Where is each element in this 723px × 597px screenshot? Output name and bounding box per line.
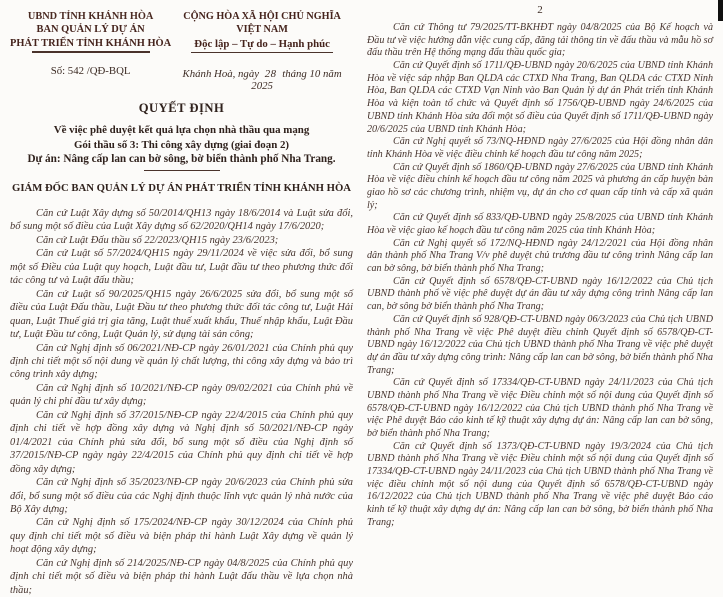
title-underline <box>144 170 220 171</box>
issuing-agency-block <box>10 10 171 92</box>
legal-basis-paragraph: Căn cứ Nghị định số 214/2025/NĐ-CP ngày 04/8/2025 của Chính phủ quy định chi tiết một số điều và biện pháp thi hành Luật đấu thầu về lựa chọn nhà thầu; <box>10 557 353 596</box>
handwritten-day: 28 <box>264 68 277 81</box>
document-number: Số: 542 /QĐ-BQL <box>50 64 131 77</box>
document-page-2 <box>367 0 713 530</box>
page1-legal-basis-column <box>10 207 353 597</box>
legal-basis-paragraph: Căn cứ Quyết định số 928/QĐ-CT-UBND ngày 06/3/2023 của Chủ tịch UBND thành phố Nha Trang về việc Phê duyệt điều chỉnh Quyết định số 6578/QĐ-CT-UBND ngày 16/12/2022 của Chủ tịch UBND thành phố Nha Trang về việc phê duyệt dự án đầu tư xây dựng công trình: Nâng cấp lan can bờ sông, bờ biển thành phố Nha Trang; <box>367 313 713 376</box>
legal-basis-paragraph: Căn cứ Nghị định số 175/2024/NĐ-CP ngày 30/12/2024 của Chính phủ quy định chi tiết một số điều và biện pháp thi hành Luật Xây dựng về quản lý hoạt động xây dựng; <box>10 517 353 556</box>
decision-subtitle-3: Dự án: Nâng cấp lan can bờ sông, bờ biển thành phố Nha Trang. <box>27 153 336 166</box>
issuer-name-line2: PHÁT TRIỂN TỈNH KHÁNH HÒA <box>10 37 172 49</box>
legal-basis-paragraph: Căn cứ Quyết định số 1860/QĐ-UBND ngày 27/6/2025 của UBND tỉnh Khánh Hòa về việc điều chỉnh kế hoạch đầu tư công năm 2025 và phương án cấp huyện bàn giao hồ sơ các chương trình, nhiệm vụ, dự án cho cơ quan cấp tỉnh và cấp xã quản lý; <box>367 161 713 211</box>
legal-basis-paragraph: Căn cứ Nghị định số 10/2021/NĐ-CP ngày 09/02/2021 của Chính phủ về quản lý chi phí đầu tư xây dựng; <box>10 382 353 408</box>
page2-legal-basis-column <box>367 22 713 530</box>
page-number: 2 <box>537 4 543 16</box>
legal-basis-paragraph: Căn cứ Thông tư 79/2025/TT-BKHĐT ngày 04/8/2025 của Bộ Kế hoạch và Đầu tư về việc hướng dẫn việc cung cấp, đăng tải thông tin về đấu thầu và mẫu hồ sơ đấu thầu trên Hệ thống mạng đấu thầu quốc gia; <box>367 22 713 59</box>
legal-basis-paragraph: Căn cứ Nghị định số 35/2023/NĐ-CP ngày 20/6/2023 của Chính phủ sửa đổi, bổ sung một số điều của các Nghị định thuộc lĩnh vực quản lý nhà nước của Bộ Xây dựng; <box>10 477 353 515</box>
legal-basis-paragraph: Căn cứ Nghị định số 06/2021/NĐ-CP ngày 26/01/2021 của Chính phủ quy định chi tiết một số nội dung về quản lý chất lượng, thi công xây dựng và bảo trì công trình xây dựng; <box>10 342 353 381</box>
national-title: CỘNG HÒA XÃ HỘI CHỦ NGHĨA VIỆT NAM <box>183 11 341 36</box>
place-and-date-line <box>171 68 353 92</box>
legal-basis-paragraph: Căn cứ Quyết định số 6578/QĐ-CT-UBND ngày 16/12/2022 của Chủ tịch UBND thành phố về việc phê duyệt dự án đầu tư xây dựng công trình Nâng cấp lan can, bờ sông bờ biển thành phố Nha Trang; <box>367 275 713 313</box>
issuer-name-line1: BAN QUẢN LÝ DỰ ÁN <box>36 24 145 36</box>
decision-subtitle-2: Gói thầu số 3: Thi công xây dựng (giai đoạn 2) <box>73 138 290 151</box>
issuer-underline <box>32 51 150 52</box>
page1-header <box>10 10 353 92</box>
decision-heading: QUYẾT ĐỊNH <box>138 101 225 116</box>
decision-title-block <box>10 101 353 171</box>
deciding-authority-line: GIÁM ĐỐC BAN QUẢN LÝ DỰ ÁN PHÁT TRIỂN TỈNH KHÁNH HÒA <box>12 182 351 194</box>
legal-basis-paragraph: Căn cứ Luật Đấu thầu số 22/2023/QH15 ngày 23/6/2023; <box>36 234 279 246</box>
legal-basis-paragraph: Căn cứ Luật số 90/2025/QH15 ngày 26/6/2025 sửa đổi, bổ sung một số điều của Luật Đấu thầu, Luật Đầu tư theo phương thức đối tác công tư, Luật Hải quan, Luật Thuế giá trị gia tăng, Luật thuế xuất khẩu, Thuế nhập khẩu, Luật Đầu tư, Luật Đầu tư công, Luật Quản lý, sử dụng tài sản công; <box>10 288 353 341</box>
issuer-parent-name: UBND TỈNH KHÁNH HÒA <box>27 11 154 22</box>
legal-basis-paragraph: Căn cứ Luật số 57/2024/QH15 ngày 29/11/2024 về việc sửa đổi, bổ sung một số Điều của Luật quy hoạch, Luật đầu tư, Luật đầu tư theo phương thức đối tác công tư và Luật đấu thầu; <box>10 248 353 287</box>
scan-artifact-mark <box>718 0 723 21</box>
legal-basis-paragraph: Căn cứ Quyết định số 17334/QĐ-CT-UBND ngày 24/11/2023 của Chủ tịch UBND thành phố Nha Trang về việc Điều chỉnh một số nội dung của Quyết định số 6578/QĐ-CT-UBND ngày 16/12/2022 của Chủ tịch UBND thành phố Nha Trang về việc Phê duyệt Báo cáo kinh tế kỹ thuật xây dựng dự án: Nâng cấp lan can bờ sông, bờ biển thành phố Nha Trang; <box>367 377 713 439</box>
legal-basis-paragraph: Căn cứ Nghị quyết số 73/NQ-HĐND ngày 27/6/2025 của Hội đồng nhân dân tỉnh Khánh Hòa về việc điều chỉnh kế hoạch đầu tư công năm 2025; <box>367 136 713 160</box>
national-motto-block <box>171 10 353 92</box>
legal-basis-paragraph: Căn cứ Luật Xây dựng số 50/2014/QH13 ngày 18/6/2014 và Luật sửa đổi, bổ sung một số điều của Luật Xây dựng số 62/2020/QH14 ngày 17/6/2020; <box>10 208 353 233</box>
date-suffix: tháng 10 năm 2025 <box>251 68 342 93</box>
legal-basis-paragraph: Căn cứ Quyết định số 833/QĐ-UBND ngày 25/8/2025 của UBND tỉnh Khánh Hòa về việc giao kế hoạch đầu tư công năm 2025 của tỉnh Khánh Hòa; <box>367 212 713 236</box>
legal-basis-paragraph: Căn cứ Nghị quyết số 172/NQ-HĐND ngày 24/12/2021 của Hội đồng nhân dân thành phố Nha Trang V/v phê duyệt chủ trương đầu tư công trình Nâng cấp lan can bờ sông, bờ biển thành phố Nha Trang; <box>367 237 713 275</box>
legal-basis-paragraph: Căn cứ Nghị định số 37/2015/NĐ-CP ngày 22/4/2015 của Chính phủ quy định chi tiết về hợp đồng xây dựng và Nghị định số 50/2021/NĐ-CP ngày 01/4/2021 của Chính phủ sửa đổi, bổ sung một số điều của Nghị định số 37/2015/NĐ-CP ngày ngày 22/4/2015 của Chính phủ quy định chi tiết về hợp đồng xây dựng; <box>10 409 353 475</box>
motto-underline <box>191 52 333 53</box>
decision-subtitle-1: Về việc phê duyệt kết quả lựa chọn nhà thầu qua mạng <box>53 124 310 137</box>
document-page-1 <box>10 0 353 597</box>
date-prefix: Khánh Hoà, ngày <box>182 68 260 81</box>
legal-basis-paragraph: Căn cứ Quyết định số 1373/QĐ-CT-UBND ngày 19/3/2024 của Chủ tịch UBND thành phố Nha Trang về việc Điều chỉnh một số nội dung của Quyết định số 17334/QĐ-CT-UBND ngày 24/11/2023 của Chủ tịch UBND thành phố Nha Trang về việc điều chỉnh một số nội dung của Quyết định số 6578/QĐ-CT-UBND ngày 16/12/2022 của Chủ tịch UBND thành phố Nha Trang về việc phê duyệt Báo cáo kinh tế kỹ thuật xây dựng dự án: Nâng cấp lan can bờ sông, bờ biển thành phố Nha Trang; <box>367 440 713 528</box>
legal-basis-paragraph: Căn cứ Quyết định số 1711/QĐ-UBND ngày 20/6/2025 của UBND tỉnh Khánh Hòa về việc sáp nhập Ban QLDA các CTXD Nha Trang, Ban QLDA các CTXD Ninh Hòa, Ban QLDA các CTXD Vạn Ninh vào Ban Quản lý dự án Phát triển tỉnh Khánh Hòa và kiện toàn tổ chức và Quyết định số 1756/QĐ-UBND ngày 24/6/2025 của UBND tỉnh Khánh Hòa sửa đổi một số điều của Quyết định số 1711/QĐ-UBND ngày 20/6/2025 của UBND tỉnh Khánh Hòa; <box>367 60 713 135</box>
national-motto: Độc lập – Tự do – Hạnh phúc <box>194 37 330 50</box>
